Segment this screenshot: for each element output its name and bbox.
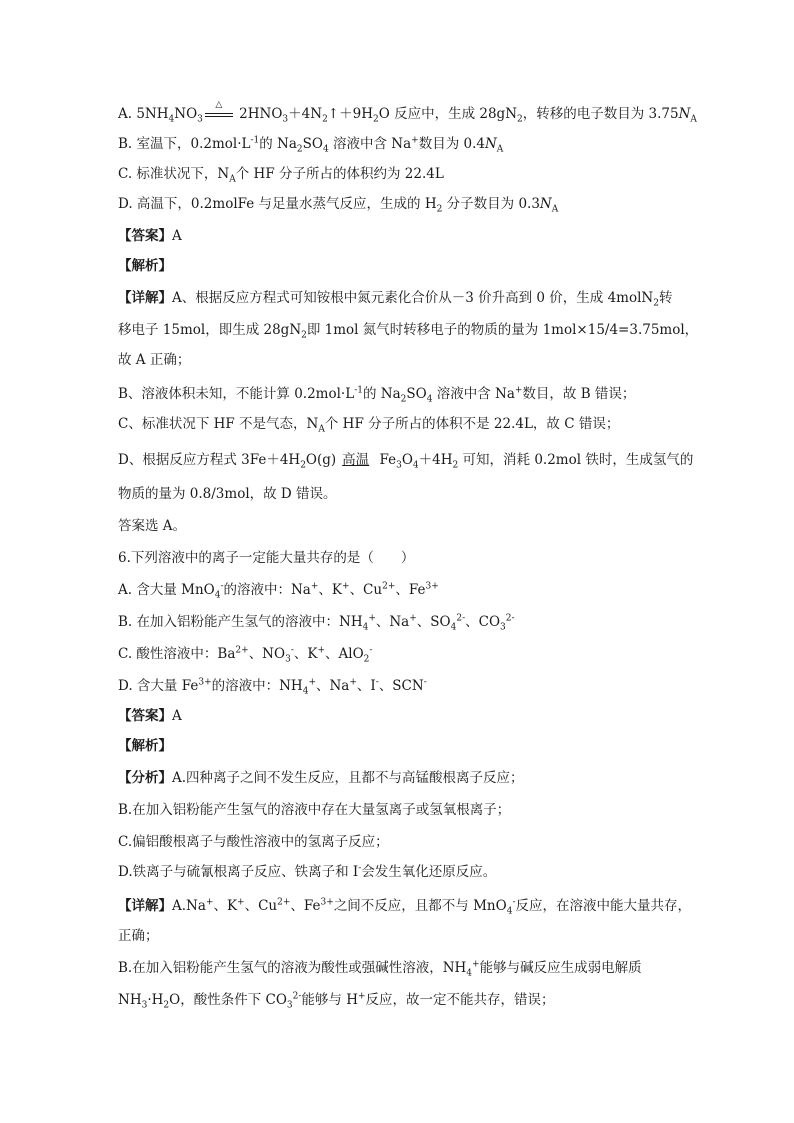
text-line-27: 正确； bbox=[118, 928, 159, 944]
text-line-7: 【详解】A、根据反应方程式可知铵根中氮元素化合价从－3 价升高到 0 价，生成 4molN$_2$转 bbox=[118, 290, 673, 309]
text-line-13: 物质的量为 0.8/3mol，故 D 错误。 bbox=[118, 486, 337, 502]
text-line-18: C. 酸性溶液中：$Ba^{2+}$、$NO_3^-$、K+、AlO$_2$- bbox=[118, 645, 373, 665]
text-line-20: 【答案】A bbox=[118, 708, 182, 724]
text-line-3: C. 标准状况下，$N_A$个 HF 分子所占的体积约为 22.4L bbox=[118, 166, 444, 185]
text-line-6: 【解析】 bbox=[118, 258, 172, 274]
text-line-17: B. 在加入铝粉能产生氢气的溶液中：$NH_4^+$、Na+、$SO_4^{2-}$、$CO_3^{2-}$ bbox=[118, 613, 515, 633]
text-line-29: $NH_3\cdot H_2O$，酸性条件下 $CO_3^{2-}$能够与 H+反应，故一定不能共存，错误； bbox=[118, 991, 555, 1011]
text-line-28: B.在加入铝粉能产生氢气的溶液为酸性或强碱性溶液，$NH_4^+$能够与碱反应生成弱电解质 bbox=[118, 959, 642, 979]
text-line-19: D. 含大量 $Fe^{3+}$的溶液中：$NH_4^+$、Na+、I-、SCN- bbox=[118, 677, 427, 697]
text-line-4: D. 高温下，0.2molFe 与足量水蒸气反应，生成的 $H_2$ 分子数目为 $0.3N_A$ bbox=[118, 196, 559, 215]
text-line-9: 故 A 正确； bbox=[118, 352, 191, 368]
text-line-8: 移电子 15mol，即生成 $28gN_2$即 1mol 氮气时转移电子的物质的量为 1mol×15/4=3.75mol， bbox=[118, 322, 699, 341]
text-line-21: 【解析】 bbox=[118, 738, 172, 754]
text-line-5: 【答案】A bbox=[118, 228, 182, 244]
text-line-22: 【分析】A.四种离子之间不发生反应，且都不与高锰酸根离子反应； bbox=[118, 770, 524, 786]
text-line-12: D、根据反应方程式 $3Fe+4H_2O(g)$ 高温 $Fe_3O_4+4H_2$ 可知，消耗 0.2mol 铁时，生成氢气的 bbox=[118, 452, 694, 471]
text-line-26: 【详解】A.Na+、K+、$Cu^{2+}$、$Fe^{3+}$之间不反应，且都不与 MnO$_4$-反应，在溶液中能大量共存， bbox=[118, 897, 691, 917]
text-line-24: C.偏铝酸根离子与酸性溶液中的氢离子反应； bbox=[118, 834, 389, 850]
text-line-10: B、溶液体积未知，不能计算 $0.2mol\cdot L^{-1}$的 $Na_2SO_4$ 溶液中含 Na+数目，故 B 错误； bbox=[118, 385, 636, 405]
text-line-2: B. 室温下，$0.2mol\cdot L^{-1}$的 $Na_2SO_4$ 溶液中含 Na+数目为 $0.4N_A$ bbox=[118, 135, 504, 155]
text-line-15: 6.下列溶液中的离子一定能大量共存的是（ ） bbox=[118, 550, 415, 566]
text-line-1: A. $5NH_4NO_3$ △ $2HNO_3+4N_2↑+9H_2O$ 反应中，生成 $28gN_2$，转移的电子数目为 $3.75N_A$ bbox=[118, 100, 697, 125]
text-line-23: B.在加入铝粉能产生氢气的溶液中存在大量氢离子或氢氧根离子； bbox=[118, 802, 511, 818]
text-line-14: 答案选 A。 bbox=[118, 518, 187, 534]
text-line-11: C、标准状况下 HF 不是气态，$N_A$个 HF 分子所占的体积不是 22.4L，故 C 错误； bbox=[118, 416, 620, 435]
text-line-16: A. 含大量 MnO$_4$-的溶液中：Na+、K+、$Cu^{2+}$、$Fe^{3+}$ bbox=[118, 581, 439, 601]
text-line-25: D.铁离子与硫氰根离子反应、铁离子和 I-会发生氧化还原反应。 bbox=[118, 863, 497, 880]
